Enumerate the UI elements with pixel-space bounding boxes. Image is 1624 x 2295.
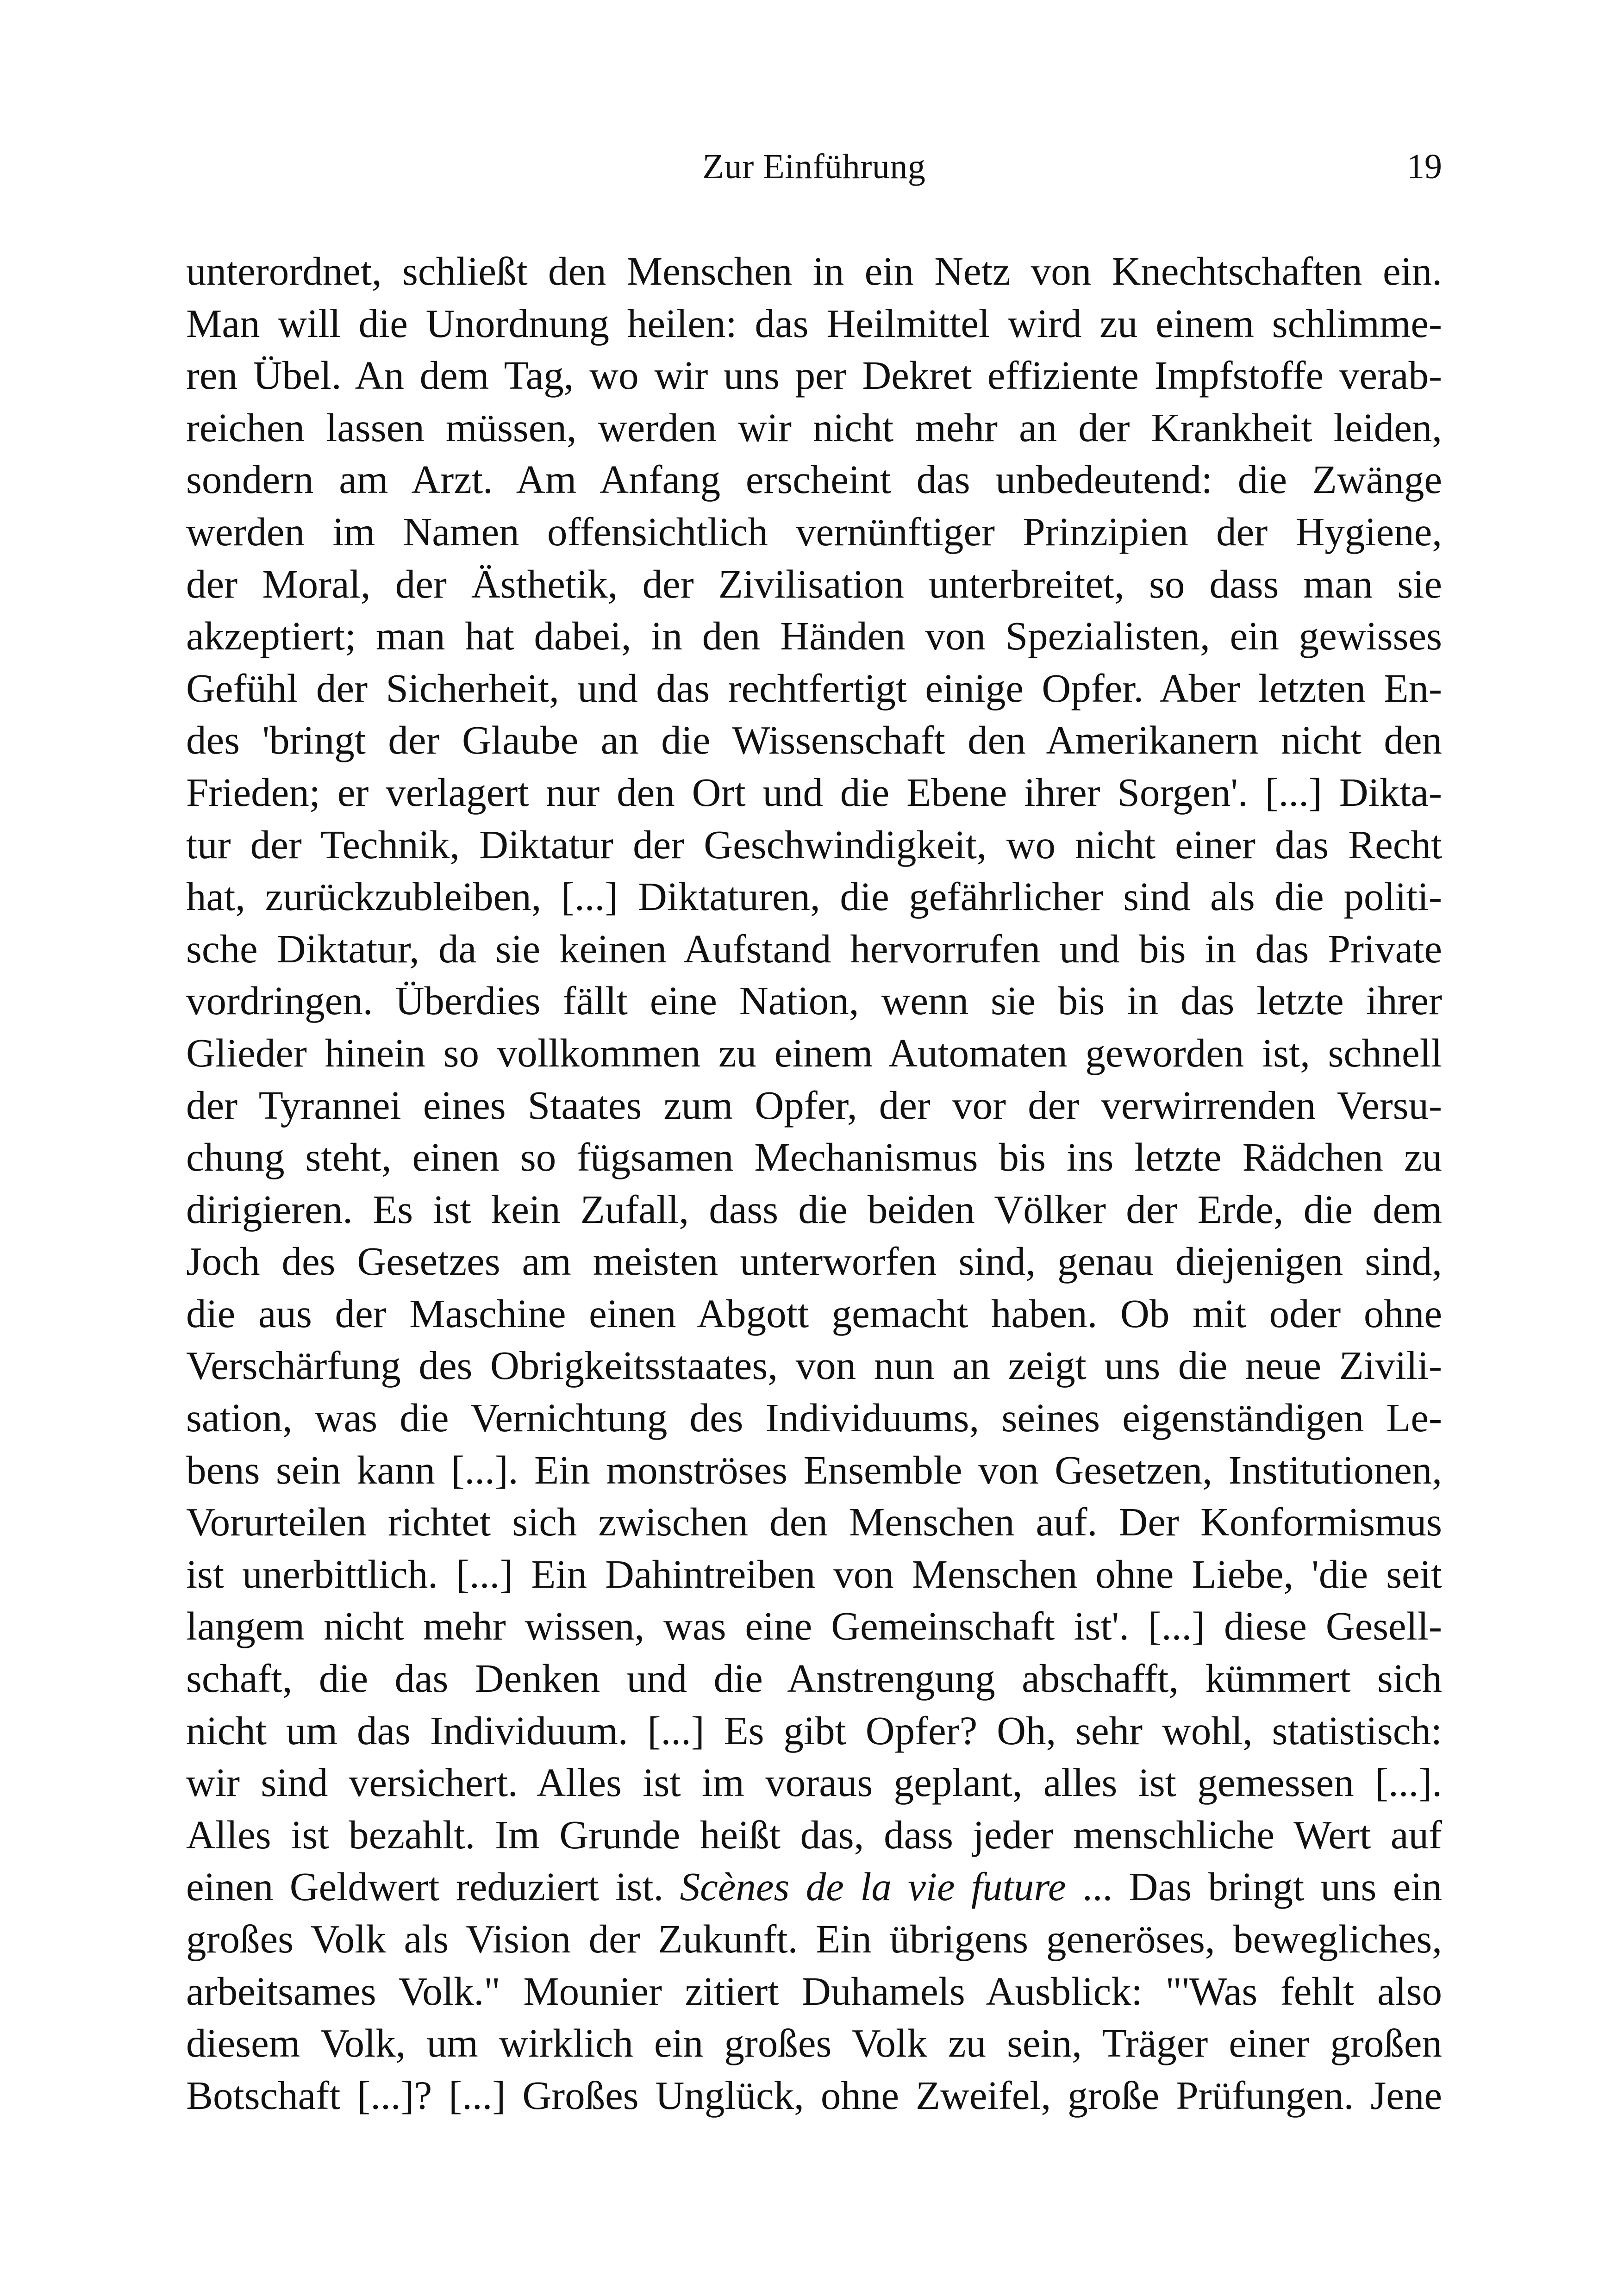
- text-line: des 'bringt der Glaube an die Wissenschaft den Amerikanern nicht den: [186, 717, 1442, 763]
- text-line: dirigieren. Es ist kein Zufall, dass die beiden Völker der Erde, die dem: [186, 1186, 1442, 1232]
- text-line: Vorurteilen richtet sich zwischen den Menschen auf. Der Konformismus: [186, 1499, 1442, 1545]
- text-line: hat, zurückzubleiben, [...] Diktaturen, die gefährlicher sind als die politi-: [186, 874, 1442, 919]
- text-line: Frieden; er verlagert nur den Ort und die Ebene ihrer Sorgen'. [...] Dikta-: [186, 769, 1442, 815]
- text-line: sondern am Arzt. Am Anfang erscheint das unbedeutend: die Zwänge: [186, 457, 1442, 502]
- text-line: Glieder hinein so vollkommen zu einem Automaten geworden ist, schnell: [186, 1030, 1442, 1075]
- text-line: sation, was die Vernichtung des Individuums, seines eigenständigen Le-: [186, 1395, 1442, 1441]
- text-line: reichen lassen müssen, werden wir nicht mehr an der Krankheit leiden,: [186, 405, 1442, 450]
- text-line-with-italic-title: [186, 1861, 1442, 1913]
- text-line: wir sind versichert. Alles ist im voraus geplant, alles ist gemessen [...].: [186, 1760, 1442, 1805]
- text-line: unterordnet, schließt den Menschen in ein Netz von Knechtschaften ein.: [186, 249, 1442, 293]
- body-text: [186, 245, 1442, 2121]
- text-line: sche Diktatur, da sie keinen Aufstand hervorrufen und bis in das Private: [186, 926, 1442, 971]
- running-head: [186, 139, 1442, 194]
- text-line: vordringen. Überdies fällt eine Nation, wenn sie bis in das letzte ihrer: [186, 978, 1442, 1023]
- page-number: 19: [1407, 147, 1442, 186]
- text-line: der Moral, der Ästhetik, der Zivilisation unterbreitet, so dass man sie: [186, 561, 1442, 606]
- text-line: schaft, die das Denken und die Anstrengung abschafft, kümmert sich: [186, 1656, 1442, 1701]
- running-title: Zur Einführung: [702, 147, 926, 186]
- text-line: die aus der Maschine einen Abgott gemacht haben. Ob mit oder ohne: [186, 1291, 1442, 1336]
- text-line: Alles ist bezahlt. Im Grunde heißt das, dass jeder menschliche Wert auf: [186, 1812, 1442, 1857]
- text-line: tur der Technik, Diktatur der Geschwindigkeit, wo nicht einer das Recht: [186, 822, 1442, 867]
- text-line: chung steht, einen so fügsamen Mechanismus bis ins letzte Rädchen zu: [186, 1135, 1442, 1180]
- text-line: der Tyrannei eines Staates zum Opfer, der vor der verwirrenden Versu-: [186, 1082, 1442, 1128]
- text-line: Joch des Gesetzes am meisten unterworfen sind, genau diejenigen sind,: [186, 1239, 1442, 1284]
- text-line: Man will die Unordnung heilen: das Heilmittel wird zu einem schlimme-: [186, 300, 1442, 346]
- text-line: werden im Namen offensichtlich vernünftiger Prinzipien der Hygiene,: [186, 509, 1442, 554]
- text-segment: ... Das bringt uns ein: [1066, 1864, 1442, 1909]
- text-line: arbeitsames Volk." Mounier zitiert Duhamels Ausblick: "'Was fehlt also: [186, 1968, 1442, 2014]
- italic-book-title: Scènes de la vie future: [680, 1864, 1066, 1909]
- text-line: Gefühl der Sicherheit, und das rechtfertigt einige Opfer. Aber letzten En-: [186, 665, 1442, 711]
- text-line: Botschaft [...]? [...] Großes Unglück, ohne Zweifel, große Prüfungen. Jene: [186, 2072, 1442, 2118]
- text-line: ren Übel. An dem Tag, wo wir uns per Dekret effiziente Impfstoffe verab-: [186, 353, 1442, 398]
- text-line: akzeptiert; man hat dabei, in den Händen von Spezialisten, ein gewisses: [186, 613, 1442, 659]
- text-line: bens sein kann [...]. Ein monströses Ensemble von Gesetzen, Institutionen,: [186, 1447, 1442, 1492]
- text-line: nicht um das Individuum. [...] Es gibt Opfer? Oh, sehr wohl, statistisch:: [186, 1708, 1442, 1753]
- text-line: großes Volk als Vision der Zukunft. Ein übrigens generöses, bewegliches,: [186, 1916, 1442, 1961]
- text-line: langem nicht mehr wissen, was eine Gemeinschaft ist'. [...] diese Gesell-: [186, 1603, 1442, 1649]
- text-segment: einen Geldwert reduziert ist.: [186, 1864, 680, 1909]
- text-line: ist unerbittlich. [...] Ein Dahintreiben von Menschen ohne Liebe, 'die seit: [186, 1551, 1442, 1597]
- text-line: diesem Volk, um wirklich ein großes Volk zu sein, Träger einer großen: [186, 2021, 1442, 2066]
- text-line: Verschärfung des Obrigkeitsstaates, von nun an zeigt uns die neue Zivili-: [186, 1343, 1442, 1388]
